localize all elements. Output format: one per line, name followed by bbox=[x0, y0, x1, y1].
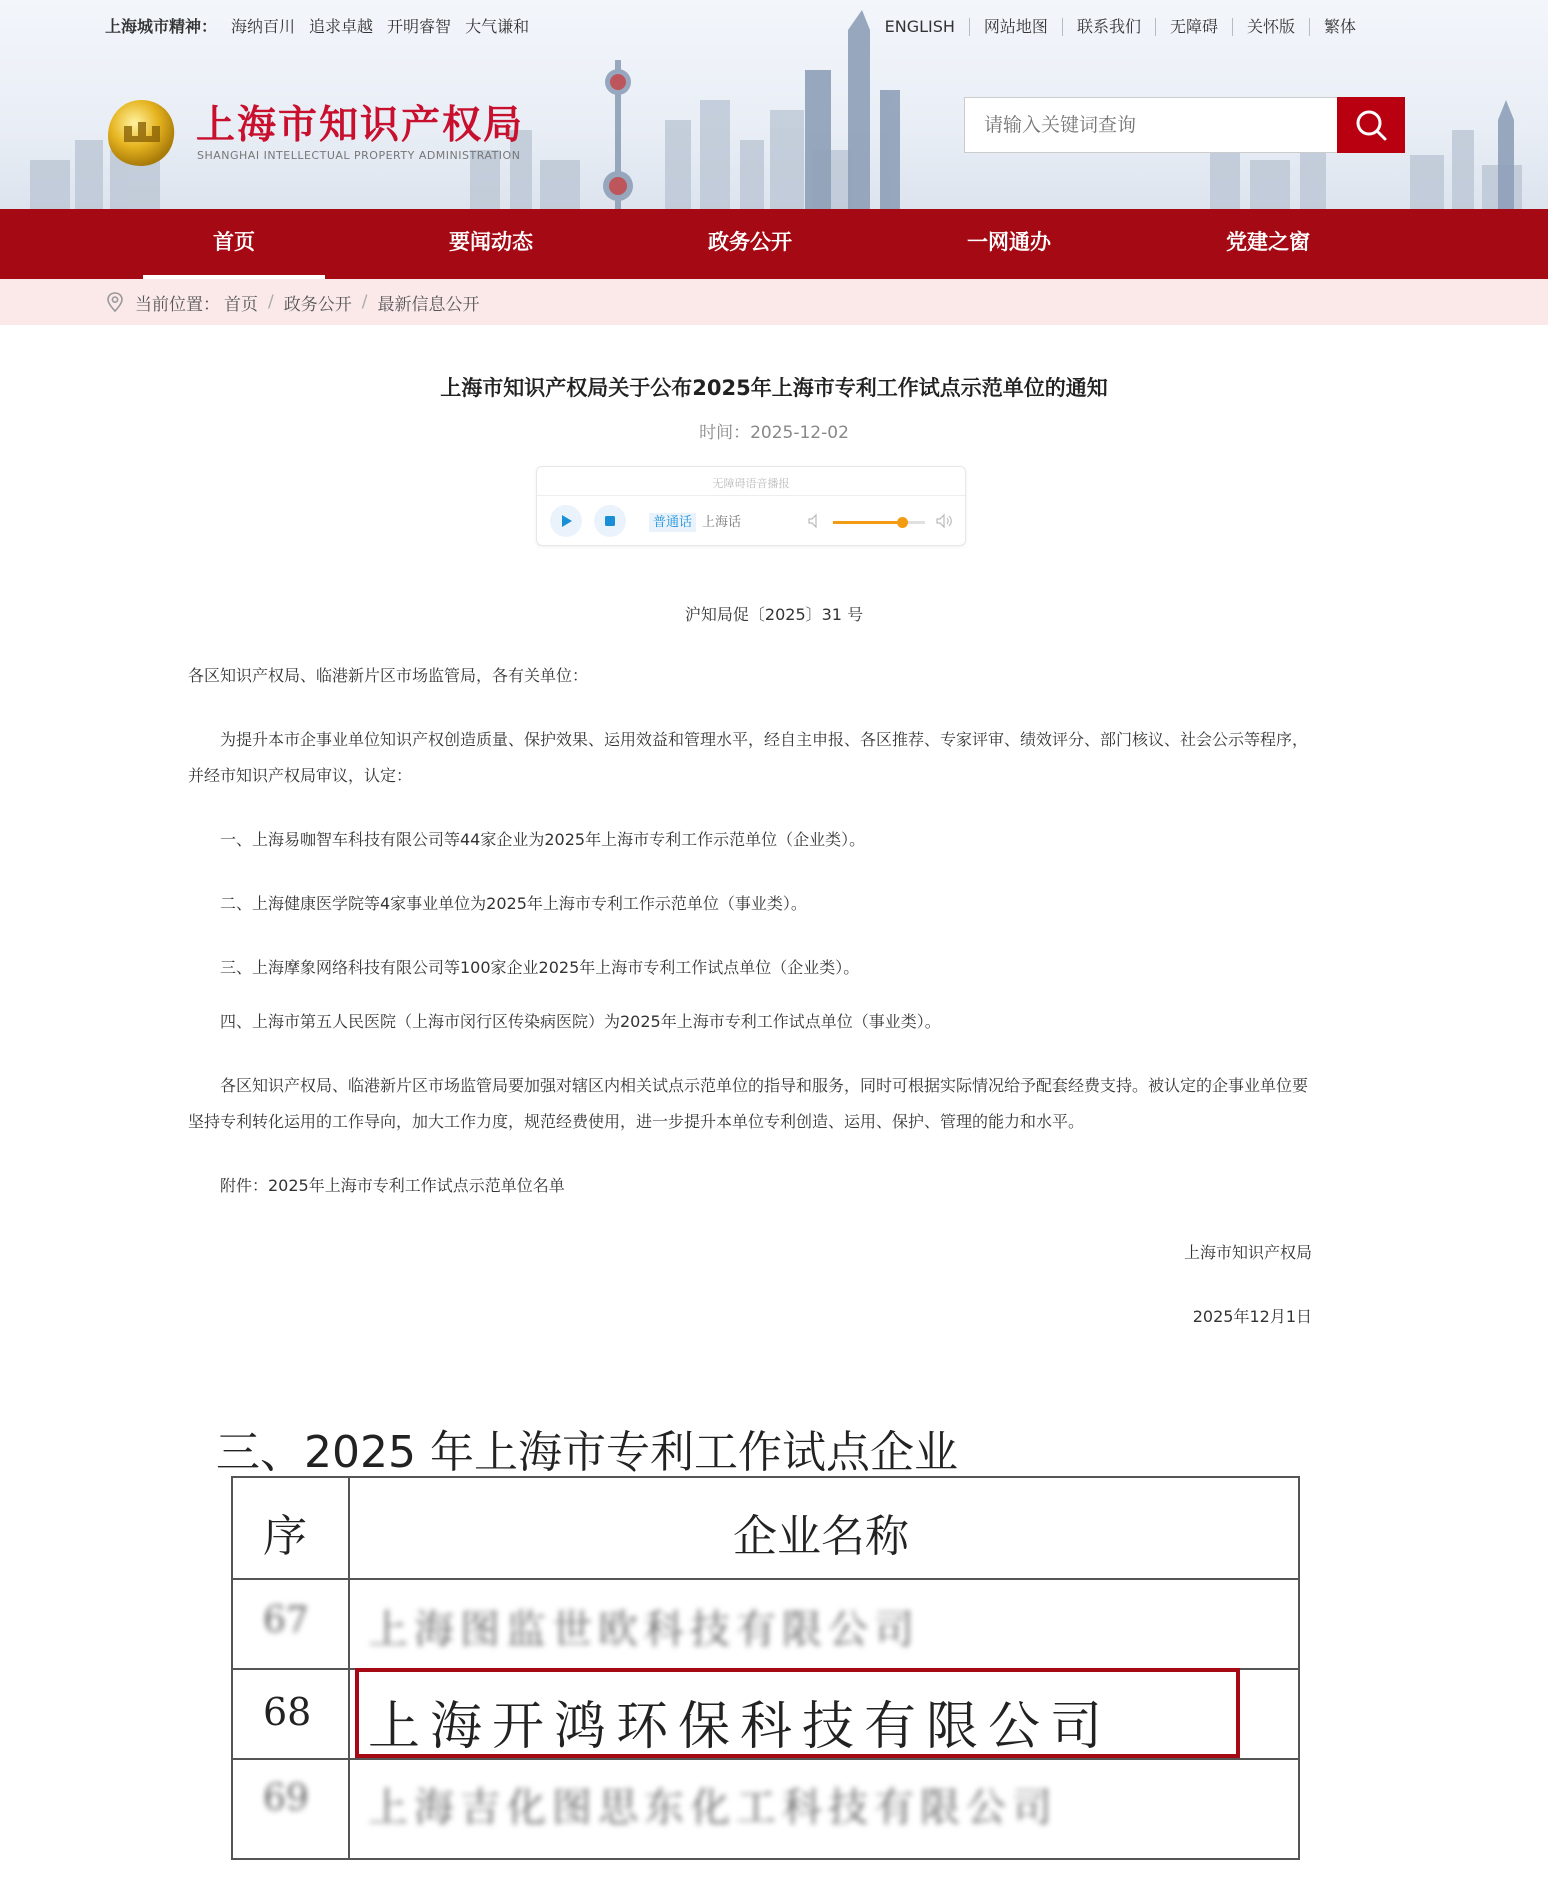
volume-high-icon[interactable] bbox=[935, 513, 953, 529]
article-item: 二、上海健康医学院等4家事业单位为2025年上海市专利工作示范单位（事业类）。 bbox=[220, 894, 807, 913]
player-divider bbox=[537, 495, 965, 496]
nav-item-news[interactable]: 要闻动态 bbox=[449, 230, 533, 254]
table-row-name: 上海图监世欧科技有限公司 bbox=[368, 1607, 920, 1653]
stop-icon bbox=[604, 515, 616, 527]
breadcrumb-latest-info[interactable]: 最新信息公开 bbox=[377, 294, 480, 315]
article-time: 时间：2025-12-02 bbox=[699, 423, 849, 443]
nav-item-services[interactable]: 一网通办 bbox=[967, 230, 1051, 254]
table-row-no: 69 bbox=[263, 1778, 309, 1819]
site-subtitle: SHANGHAI INTELLECTUAL PROPERTY ADMINISTRATION bbox=[197, 149, 521, 162]
table-row-name: 上海开鸿环保科技有限公司 bbox=[368, 1697, 1113, 1757]
article-salutation: 各区知识产权局、临港新片区市场监管局，各有关单位： bbox=[188, 666, 589, 685]
location-pin-icon bbox=[105, 291, 125, 313]
search-box bbox=[964, 97, 1338, 153]
link-elder-mode[interactable]: 关怀版 bbox=[1232, 18, 1309, 36]
nav-item-party[interactable]: 党建之窗 bbox=[1226, 230, 1310, 254]
lang-shanghainese[interactable]: 上海话 bbox=[702, 515, 742, 530]
city-spirit-item: 开明睿智 bbox=[387, 17, 452, 36]
site-header bbox=[0, 0, 1548, 209]
article-title: 上海市知识产权局关于公布2025年上海市专利工作试点示范单位的通知 bbox=[440, 376, 1108, 400]
highlight-box bbox=[355, 1668, 1240, 1758]
link-accessibility[interactable]: 无障碍 bbox=[1155, 18, 1232, 36]
breadcrumb-gov-affairs[interactable]: 政务公开 bbox=[283, 294, 352, 315]
volume-fill bbox=[833, 521, 902, 524]
header-col-no: 序 bbox=[263, 1511, 307, 1562]
table-divider bbox=[233, 1578, 1298, 1580]
article-item: 三、上海摩象网络科技有限公司等100家企业2025年上海市专利工作试点单位（企业类）。 bbox=[220, 958, 860, 977]
city-spirit bbox=[105, 14, 529, 37]
breadcrumb-separator: / bbox=[268, 292, 274, 312]
link-traditional[interactable]: 繁体 bbox=[1309, 18, 1370, 36]
city-spirit-label: 上海城市精神： bbox=[105, 17, 218, 36]
volume-slider[interactable] bbox=[833, 521, 925, 524]
logo-emblem-icon[interactable] bbox=[104, 96, 178, 168]
language-switch bbox=[649, 511, 741, 530]
play-icon bbox=[559, 514, 573, 528]
link-sitemap[interactable]: 网站地图 bbox=[969, 18, 1062, 36]
document-number: 沪知局促〔2025〕31 号 bbox=[684, 605, 864, 624]
breadcrumb bbox=[0, 279, 1548, 325]
link-english[interactable]: ENGLISH bbox=[884, 17, 955, 36]
city-spirit-item: 大气谦和 bbox=[465, 17, 530, 36]
article-attachment[interactable]: 附件：2025年上海市专利工作试点示范单位名单 bbox=[220, 1176, 565, 1195]
article-item: 一、上海易咖智车科技有限公司等44家企业为2025年上海市专利工作示范单位（企业类）。 bbox=[220, 830, 866, 849]
scan-title: 三、2025 年上海市专利工作试点企业 bbox=[216, 1427, 958, 1478]
nav-item-home[interactable]: 首页 bbox=[143, 209, 325, 279]
city-spirit-item: 海纳百川 bbox=[231, 17, 296, 36]
header-col-name: 企业名称 bbox=[733, 1511, 909, 1562]
table-row-no: 67 bbox=[263, 1600, 309, 1641]
volume-low-icon[interactable] bbox=[807, 513, 823, 529]
search-input[interactable] bbox=[965, 98, 1337, 152]
table-row-name: 上海吉化图思东化工科技有限公司 bbox=[368, 1785, 1058, 1831]
audio-player bbox=[536, 466, 966, 546]
lang-mandarin[interactable]: 普通话 bbox=[649, 513, 696, 532]
scan-table bbox=[231, 1476, 1300, 1860]
article-intro: 为提升本市企事业单位知识产权创造质量、保护效果、运用效益和管理水平，经自主申报、各区推荐、专家评审、绩效评分、部门核议、社会公示等程序，并经市知识产权局审议，认定： bbox=[188, 730, 1309, 785]
breadcrumb-separator: / bbox=[361, 292, 368, 312]
breadcrumb-label: 当前位置： bbox=[135, 294, 220, 315]
city-spirit-item: 追求卓越 bbox=[309, 17, 374, 36]
search-button[interactable] bbox=[1337, 97, 1405, 153]
volume-knob[interactable] bbox=[897, 517, 908, 528]
player-label: 无障碍语音播报 bbox=[712, 477, 790, 490]
article-signature: 上海市知识产权局 bbox=[1183, 1243, 1312, 1262]
breadcrumb-home[interactable]: 首页 bbox=[224, 294, 258, 315]
play-button[interactable] bbox=[550, 505, 582, 537]
nav-item-gov-affairs[interactable]: 政务公开 bbox=[708, 230, 792, 254]
article-closing: 各区知识产权局、临港新片区市场监管局要加强对辖区内相关试点示范单位的指导和服务，同时可根据实际情况给予配套经费支持。被认定的企事业单位要坚持专利转化运用的工作导向，加大工作力度，规范经费使用，进一步提升本单位专利创造、运用、保护、管理的能力和水平。 bbox=[188, 1076, 1309, 1131]
link-contact[interactable]: 联系我们 bbox=[1062, 18, 1155, 36]
scanned-list-image bbox=[200, 1410, 1340, 1860]
table-row-no: 68 bbox=[263, 1690, 312, 1734]
top-links bbox=[871, 18, 1370, 36]
main-nav bbox=[0, 209, 1548, 279]
article-item: 四、上海市第五人民医院（上海市闵行区传染病医院）为2025年上海市专利工作试点单位（事业类）。 bbox=[220, 1012, 941, 1031]
site-title[interactable]: 上海市知识产权局 bbox=[196, 103, 525, 148]
search-icon bbox=[1353, 107, 1389, 143]
stop-button[interactable] bbox=[594, 505, 626, 537]
article-date: 2025年12月1日 bbox=[1192, 1307, 1312, 1326]
